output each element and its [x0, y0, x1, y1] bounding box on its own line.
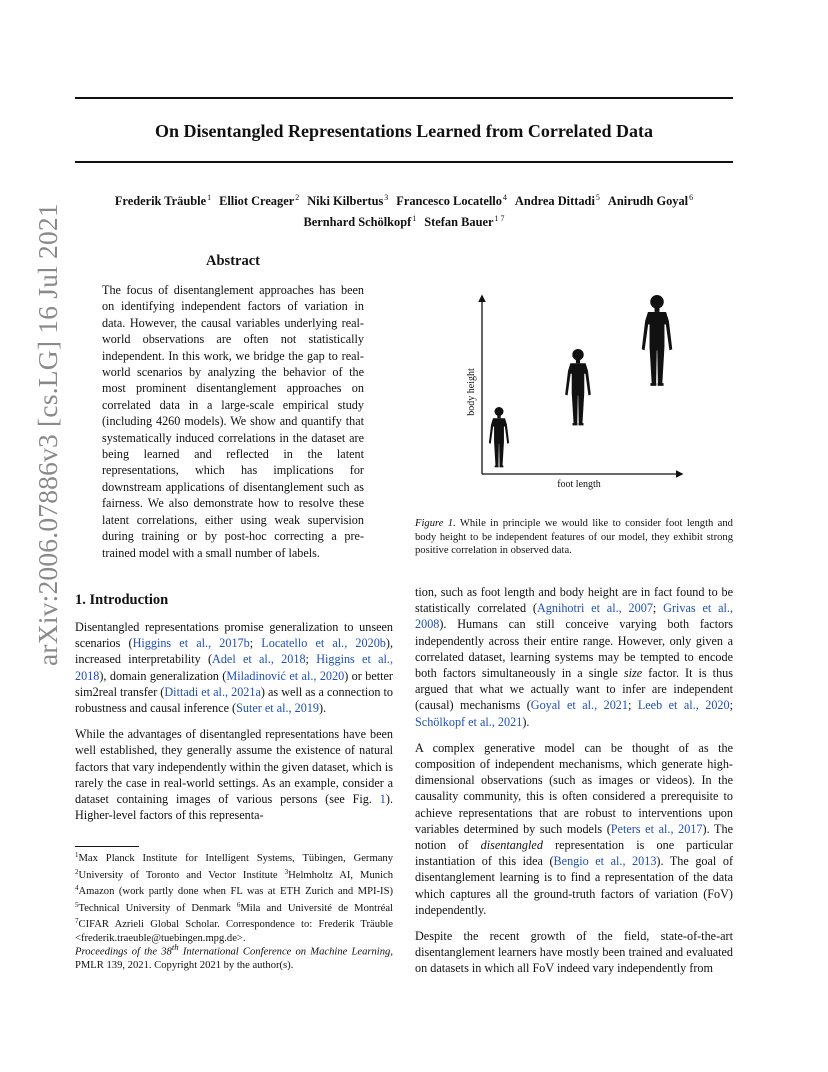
- text-run: International Conference on Machine Learning: [178, 946, 391, 958]
- author-affiliation-marker: 6: [689, 193, 694, 202]
- superscript: 1: [75, 851, 79, 859]
- superscript: 3: [284, 867, 289, 876]
- citation-link[interactable]: Suter et al., 2019: [236, 701, 320, 716]
- section-heading-introduction: 1. Introduction: [75, 592, 169, 608]
- text-run: Helmholtz AI, Munich: [288, 869, 394, 881]
- author-name: Stefan Bauer: [424, 215, 494, 229]
- superscript: th: [171, 942, 179, 952]
- caption-label: Figure 1.: [415, 518, 456, 529]
- author-affiliation-marker: 1 7: [494, 214, 505, 223]
- text-run: ;: [305, 652, 317, 667]
- text-run: Max Planck Institute for Intelligent Systems, Tübingen, Germany: [78, 853, 393, 864]
- text-run: tion, such as foot length and body height are in fact found to be statistically correlated (: [415, 585, 733, 616]
- abstract-text: The focus of disentanglement approaches has been on identifying independent factors of variation in data. However, the causal variables underlying real-world observations are often not statistically independent. In this work, we bridge the gap to real-world scenarios by analyzing the behavior of the most prominent disentanglement approaches on correlated data in a large-scale empirical study (including 4260 models). We show and quantify that systematically induced correlations in the dataset are being learned and reflected in the latent representations, which has implications for downstream applications of disentanglement such as fairness. We also demonstrate how to resolve these latent correlations, either using weak supervision during training or by post-hoc correcting a pre-trained model with a small number of labels.: [102, 283, 364, 560]
- author: [608, 194, 693, 208]
- left-column: [75, 619, 393, 833]
- text-run: Proceedings of the 38: [75, 946, 172, 958]
- author-list: [75, 189, 733, 231]
- text-run: ;: [652, 601, 664, 616]
- author-name: Elliot Creager: [219, 194, 295, 208]
- author-name: Andrea Dittadi: [514, 194, 595, 208]
- citation-link[interactable]: 1: [379, 792, 386, 807]
- author-affiliation-marker: 5: [595, 193, 600, 202]
- text-run: ) as well as a connection to robustness and causal inference (: [75, 684, 393, 716]
- text-run: Disentangled representations promise generalization to unseen scenarios (: [75, 620, 393, 651]
- text-run: Technical University of Denmark: [78, 902, 237, 914]
- x-axis-label: foot length: [557, 479, 601, 490]
- author: [424, 215, 504, 229]
- citation-link[interactable]: Dittadi et al., 2021a: [164, 684, 261, 699]
- medium-person-silhouette: [565, 349, 591, 425]
- paper-title: On Disentangled Representations Learned from Correlated Data: [155, 121, 653, 141]
- text-run: A complex generative model can be thought of as the composition of independent mechanisms, which generate high-dimensional observations (such as images or videos). In the causality community, this is often considered a prerequisite to achieve representations that are robust to interventions upon variables determined by such models (: [415, 740, 733, 836]
- citation-link[interactable]: Miladinović et al., 2020: [226, 668, 345, 683]
- text-run: ). The goal of disentanglement learning is to find a representation of the data which captures all the ground-truth factors of variation (FoV) independently.: [415, 854, 734, 917]
- citation-link[interactable]: Grivas et al., 2008: [415, 601, 734, 632]
- text-run: Mila and Université de Montréal: [240, 902, 393, 914]
- author: [307, 194, 388, 208]
- text-run: While the advantages of disentangled representations have been well established, they generally assume the existence of natural factors that vary independently within the given dataset, which is rarely the case in real-world settings. As an example, consider a dataset containing images of various persons (see Fig.: [75, 727, 393, 807]
- text-run: disentangled: [480, 838, 543, 853]
- citation-link[interactable]: Goyal et al., 2021: [530, 698, 628, 713]
- y-axis-label: body height: [466, 368, 477, 416]
- text-run: representation is one particular instantiation of this idea (: [415, 838, 733, 869]
- abstract-heading: Abstract: [206, 253, 260, 269]
- citation-link[interactable]: Locatello et al., 2020b: [261, 636, 386, 651]
- text-run: Despite the recent growth of the field, state-of-the-art disentanglement learners have mostly been trained and evaluated on datasets in which all FoV indeed vary independently from: [415, 929, 733, 976]
- text-run: ), domain generalization (: [99, 668, 227, 683]
- text-run: ) or better sim2real transfer (: [75, 668, 393, 699]
- text-run: Amazon (work partly done when FL was at ETH Zurich and MPI-IS): [78, 886, 393, 898]
- author-name: Niki Kilbertus: [307, 194, 384, 208]
- author-name: Frederik Träuble: [114, 194, 207, 208]
- short-person-silhouette: [489, 407, 509, 467]
- footnote-rule: [75, 846, 139, 847]
- proceedings-note: [75, 941, 393, 973]
- citation-link[interactable]: Bengio et al., 2013: [553, 854, 657, 869]
- figure-1: [450, 288, 690, 494]
- author: [396, 194, 507, 208]
- text-run: ). Higher-level factors of this representa-: [75, 792, 393, 823]
- affiliations-footnote: [75, 849, 393, 946]
- superscript: 7: [75, 917, 79, 926]
- intro-paragraph-2: [75, 726, 393, 823]
- intro-paragraph-4: [415, 740, 733, 918]
- text-run: factor. It is thus argued that what we actually want to infer are independent (causal) mechanisms (: [415, 666, 733, 713]
- superscript: 5: [75, 900, 79, 909]
- author-affiliation-marker: 3: [384, 193, 389, 202]
- figure-caption: [415, 517, 733, 558]
- figure-plot: [450, 288, 690, 494]
- text-run: ;: [729, 698, 733, 713]
- superscript: 4: [75, 884, 79, 893]
- citation-link[interactable]: Higgins et al., 2017b: [132, 636, 250, 651]
- intro-paragraph-3: [415, 584, 733, 730]
- text-run: ). Humans can still conceive varying both factors independently across their entire range. However, only given a correlated dataset, learning systems may be tempted to encode both factors simultaneously in a single: [415, 617, 733, 681]
- author: [219, 194, 299, 208]
- text-run: , PMLR 139, 2021. Copyright 2021 by the author(s).: [75, 946, 393, 972]
- text-run: ;: [249, 636, 262, 651]
- author-affiliation-marker: 2: [295, 193, 300, 202]
- citation-link[interactable]: Agnihotri et al., 2007: [536, 601, 653, 616]
- author-name: Bernhard Schölkopf: [303, 215, 412, 229]
- text-run: ), increased interpretability (: [75, 636, 393, 667]
- right-column: [415, 584, 733, 987]
- author-affiliation-marker: 4: [502, 193, 507, 202]
- top-rule: [75, 97, 733, 99]
- intro-paragraph-1: [75, 619, 393, 716]
- caption-text: While in principle we would like to consider foot length and body height to be independent features of our model, they exhibit strong positive correlation in observed data.: [415, 518, 733, 557]
- text-run: CIFAR Azrieli Global Scholar. Correspondence to: Frederik Träuble <frederik.traeuble@tuebingen.mpg.de>.: [75, 919, 393, 944]
- citation-link[interactable]: Peters et al., 2017: [610, 821, 703, 836]
- text-run: University of Toronto and Vector Institute: [78, 869, 285, 881]
- author-name: Anirudh Goyal: [607, 194, 689, 208]
- citation-link[interactable]: Higgins et al., 2018: [75, 652, 393, 683]
- author-name: Francesco Locatello: [396, 194, 502, 208]
- superscript: 2: [75, 867, 79, 876]
- author-affiliation-marker: 1: [207, 193, 212, 202]
- citation-link[interactable]: Schölkopf et al., 2021: [415, 714, 523, 729]
- text-run: ;: [627, 698, 638, 713]
- text-run: size: [623, 666, 643, 681]
- tall-person-silhouette: [642, 295, 673, 386]
- text-run: ).: [522, 714, 530, 729]
- intro-paragraph-5: [415, 928, 733, 977]
- citation-link[interactable]: Leeb et al., 2020: [637, 698, 730, 713]
- author-affiliation-marker: 1: [412, 214, 417, 223]
- citation-link[interactable]: Adel et al., 2018: [212, 652, 306, 667]
- title-rule: [75, 161, 733, 163]
- arxiv-identifier: arXiv:2006.07886v3 [cs.LG] 16 Jul 2021: [32, 203, 63, 666]
- text-run: ). The notion of: [415, 821, 733, 853]
- superscript: 6: [236, 900, 241, 909]
- author: [304, 215, 417, 229]
- author: [515, 194, 600, 208]
- author: [115, 194, 211, 208]
- text-run: ).: [319, 701, 327, 716]
